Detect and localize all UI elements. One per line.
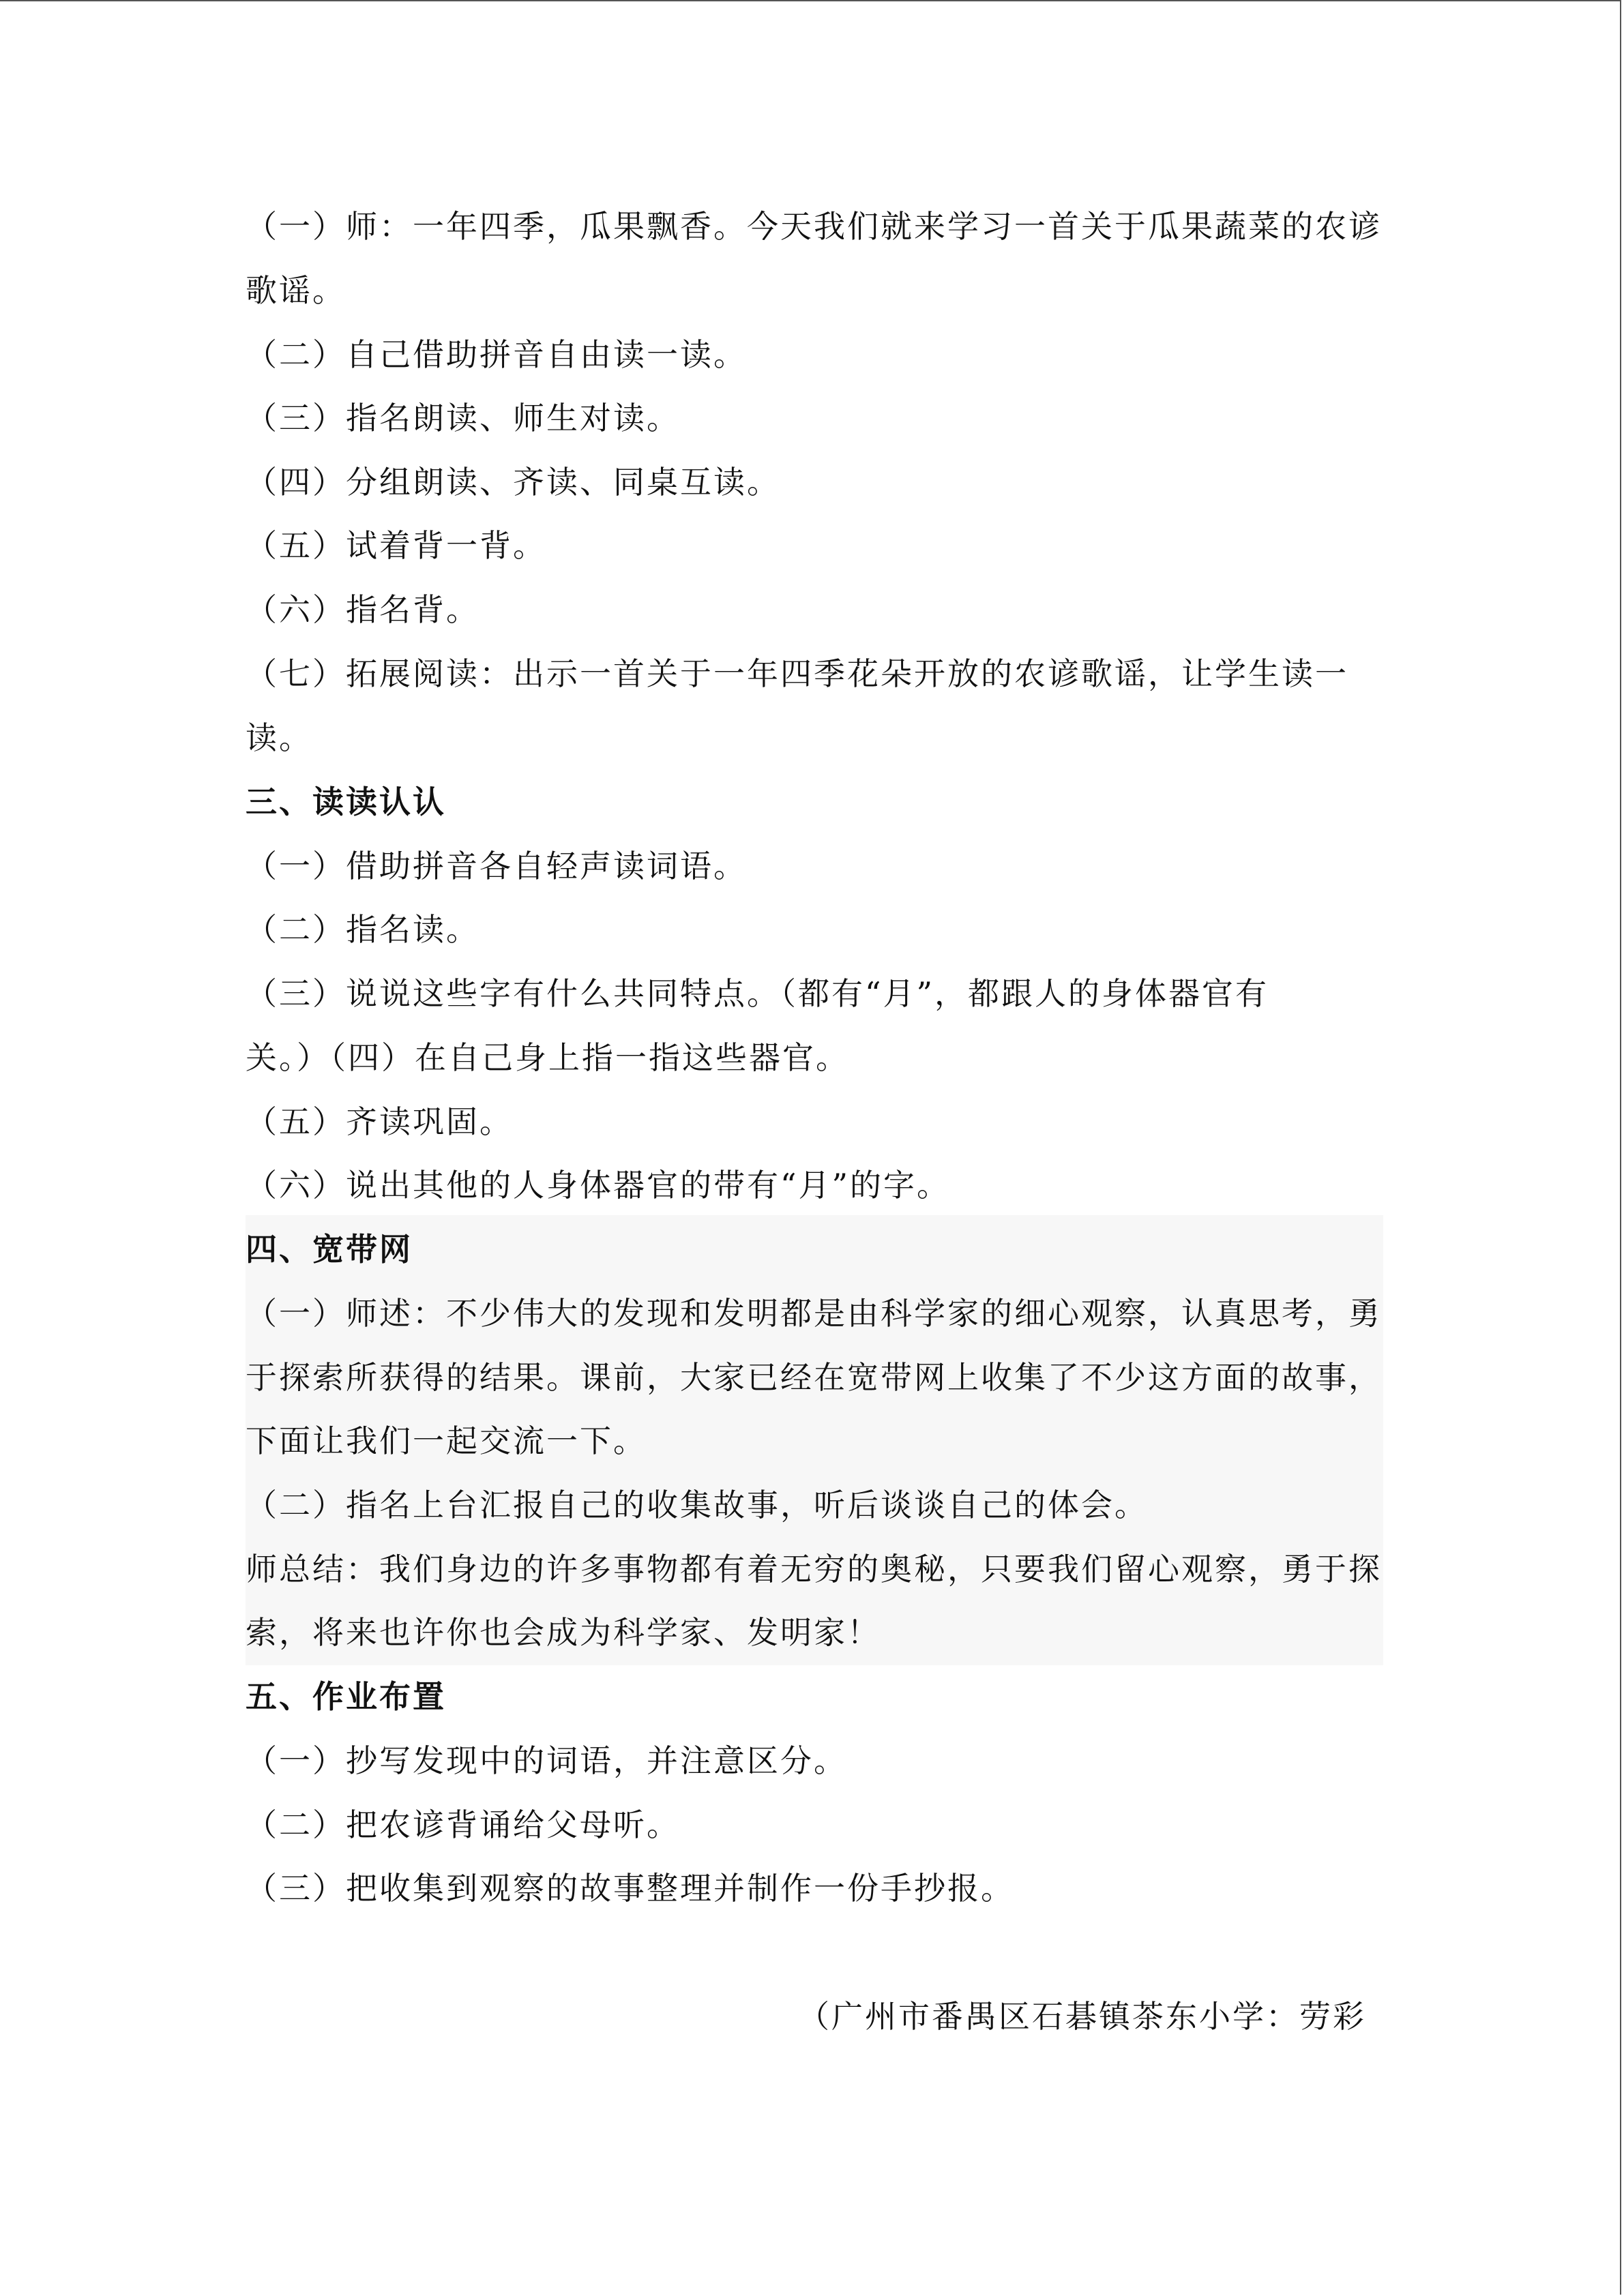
text-line: （五）试着背一背。 bbox=[246, 527, 546, 564]
author-signature: （广州市番禺区石碁镇茶东小学：劳彩 bbox=[798, 1998, 1366, 2035]
text-line: （一）师述：不少伟大的发现和发明都是由科学家的细心观察，认真思考，勇 bbox=[246, 1295, 1382, 1332]
text-line: （二）把农谚背诵给父母听。 bbox=[246, 1806, 680, 1843]
text-line: 师总结：我们身边的许多事物都有着无穷的奥秘，只要我们留心观察，勇于探 bbox=[246, 1551, 1382, 1587]
text-line: （一）师：一年四季，瓜果飘香。今天我们就来学习一首关于瓜果蔬菜的农谚 bbox=[246, 208, 1382, 245]
text-line: 关。）（四）在自己身上指一指这些器官。 bbox=[246, 1039, 849, 1076]
text-line: （二）自己借助拼音自由读一读。 bbox=[246, 336, 747, 373]
text-line: （六）指名背。 bbox=[246, 591, 479, 628]
text-line: 读。 bbox=[246, 719, 312, 756]
section-heading: 五、作业布置 bbox=[246, 1678, 446, 1715]
text-line: （一）抄写发现中的词语，并注意区分。 bbox=[246, 1742, 847, 1779]
text-line: （五）齐读巩固。 bbox=[246, 1103, 513, 1140]
text-line: （七）拓展阅读：出示一首关于一年四季花朵开放的农谚歌谣，让学生读一 bbox=[246, 655, 1348, 692]
text-line: （三）说说这些字有什么共同特点。（都有“月”，都跟人的身体器官有 bbox=[246, 975, 1269, 1012]
section-heading: 三、读读认认 bbox=[246, 784, 446, 820]
text-line: （三）指名朗读、师生对读。 bbox=[246, 400, 680, 436]
section-heading: 四、宽带网 bbox=[246, 1231, 413, 1268]
text-line: 于探索所获得的结果。课前，大家已经在宽带网上收集了不少这方面的故事， bbox=[246, 1359, 1382, 1396]
text-line: 下面让我们一起交流一下。 bbox=[246, 1422, 647, 1459]
text-line: （三）把收集到观察的故事整理并制作一份手抄报。 bbox=[246, 1870, 1014, 1907]
text-line: （四）分组朗读、齐读、同桌互读。 bbox=[246, 464, 780, 501]
text-line: 歌谣。 bbox=[246, 272, 346, 309]
text-line: 索，将来也许你也会成为科学家、发明家！ bbox=[246, 1614, 881, 1651]
text-line: （二）指名读。 bbox=[246, 911, 479, 948]
text-line: （六）说出其他的人身体器官的带有“月”的字。 bbox=[246, 1167, 951, 1204]
text-line: （一）借助拼音各自轻声读词语。 bbox=[246, 848, 747, 884]
text-line: （二）指名上台汇报自己的收集故事，听后谈谈自己的体会。 bbox=[246, 1487, 1148, 1523]
